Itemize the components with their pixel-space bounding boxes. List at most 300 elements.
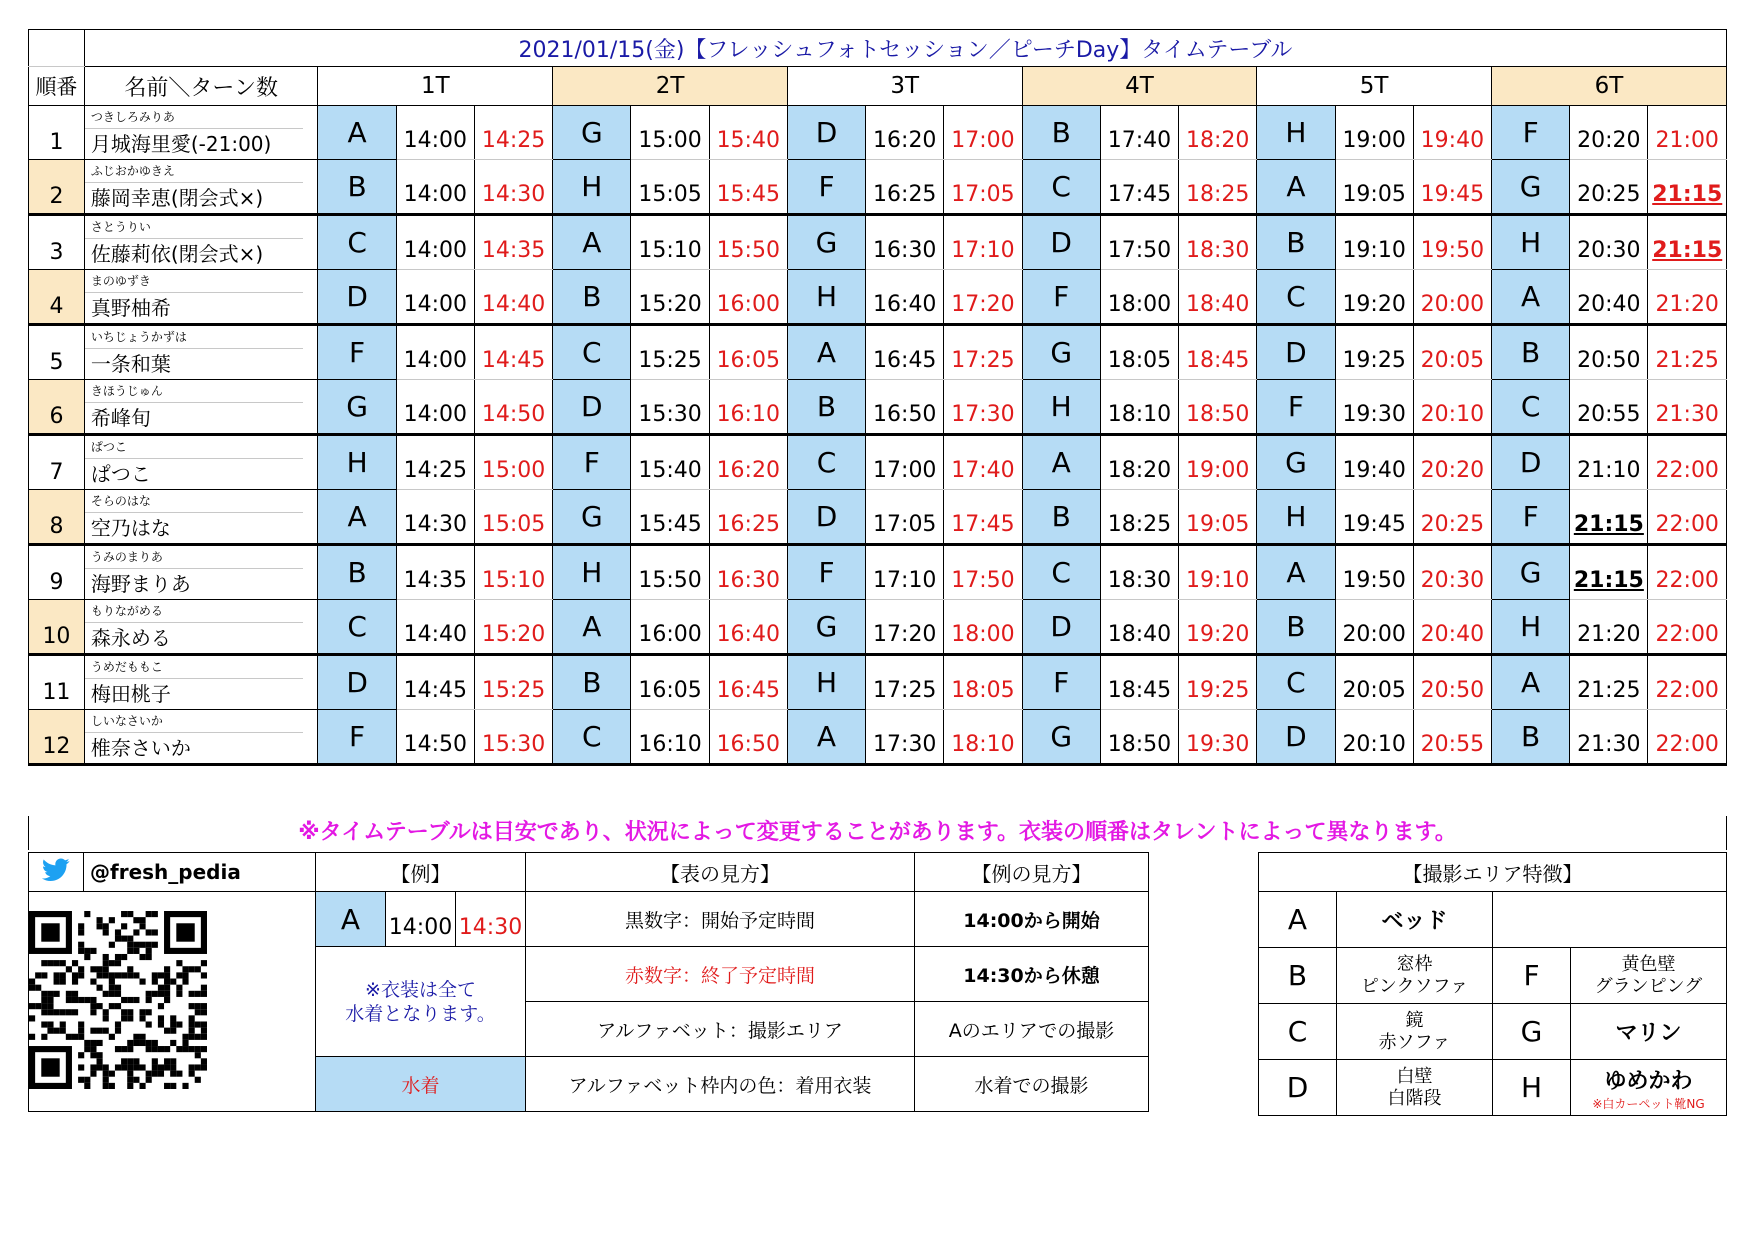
slot-end-time: 15:50	[709, 215, 787, 270]
slot-area: F	[553, 435, 631, 490]
slot-start-time: 14:00	[396, 106, 474, 160]
legend-table	[28, 852, 1149, 1112]
slot-start-time: 16:50	[866, 380, 944, 435]
talent-name-cell	[84, 106, 318, 160]
slot-start-time: 14:00	[396, 325, 474, 380]
slot-area: F	[1492, 490, 1570, 545]
order-header: 順番	[29, 67, 85, 106]
slot-area: C	[1022, 545, 1100, 600]
slot-start-time: 15:10	[631, 215, 709, 270]
slot-start-time: 15:05	[631, 160, 709, 215]
area-features-table	[1258, 852, 1727, 1116]
slot-area: G	[553, 106, 631, 160]
talent-name-kana: しいなさいか	[85, 710, 304, 733]
slot-start-time: 15:20	[631, 270, 709, 325]
slot-area: C	[787, 435, 865, 490]
slot-end-time: 17:30	[944, 380, 1022, 435]
slot-area: D	[1492, 435, 1570, 490]
talent-name-kana: まのゆずき	[85, 270, 304, 293]
slot-area: G	[1022, 710, 1100, 765]
order-number: 1	[29, 106, 85, 160]
slot-start-time: 17:40	[1100, 106, 1178, 160]
slot-end-time: 16:10	[709, 380, 787, 435]
slot-start-time: 15:30	[631, 380, 709, 435]
slot-end-time: 18:10	[944, 710, 1022, 765]
slot-area: A	[1257, 545, 1335, 600]
slot-area: H	[1022, 380, 1100, 435]
slot-end-time: 19:40	[1413, 106, 1491, 160]
talent-name-cell	[84, 160, 318, 215]
talent-name-kana: もりながめる	[85, 600, 304, 623]
slot-end-time: 19:20	[1179, 600, 1257, 655]
timetable	[28, 29, 1727, 766]
slot-start-time: 18:50	[1100, 710, 1178, 765]
slot-end-time: 17:45	[944, 490, 1022, 545]
talent-name-kana: いちじょうかずは	[85, 326, 304, 349]
slot-area: B	[1257, 600, 1335, 655]
slot-start-time: 20:25	[1570, 160, 1648, 215]
slot-area: G	[553, 490, 631, 545]
slot-end-time: 16:30	[709, 545, 787, 600]
slot-area: F	[787, 545, 865, 600]
twitter-icon-cell	[29, 853, 84, 892]
talent-name: ぱつこ	[90, 462, 151, 486]
slot-end-time: 16:50	[709, 710, 787, 765]
slot-end-time: 22:00	[1648, 545, 1727, 600]
slot-end-time: 15:05	[474, 490, 552, 545]
slot-area: B	[787, 380, 865, 435]
table-row	[29, 600, 1727, 655]
slot-area: F	[1257, 380, 1335, 435]
slot-area: D	[1022, 215, 1100, 270]
order-number: 2	[29, 160, 85, 215]
slot-area: D	[1257, 325, 1335, 380]
slot-end-time: 17:00	[944, 106, 1022, 160]
area-desc-b: 窓枠 ピンクソファ	[1337, 948, 1493, 1004]
legend-black-number: 黒数字：開始予定時間	[526, 892, 915, 947]
area-desc-h: ゆめかわ	[1604, 1068, 1693, 1094]
slot-start-time: 16:25	[866, 160, 944, 215]
slot-area: H	[553, 160, 631, 215]
talent-name-cell	[84, 435, 318, 490]
slot-area: G	[1492, 545, 1570, 600]
twitter-bird-icon	[42, 858, 70, 882]
legend-red-number: 赤数字：終了予定時間	[526, 947, 915, 1002]
slot-end-time: 22:00	[1648, 600, 1727, 655]
slot-end-time: 19:45	[1413, 160, 1491, 215]
turn-header-2: 2T	[553, 67, 788, 106]
slot-end-time	[1648, 160, 1727, 215]
name-turns-header: 名前＼ターン数	[84, 67, 318, 106]
slot-end-time: 22:00	[1648, 435, 1727, 490]
turn-header-1: 1T	[318, 67, 553, 106]
legend-alphabet: アルファベット：撮影エリア	[526, 1002, 915, 1057]
area-note-h: ※白カーペット靴NG	[1592, 1096, 1705, 1111]
slot-start-time: 19:25	[1335, 325, 1413, 380]
slot-start-time: 18:25	[1100, 490, 1178, 545]
slot-start-time: 20:20	[1570, 106, 1648, 160]
slot-end-time: 20:50	[1413, 655, 1491, 710]
slot-area: D	[1022, 600, 1100, 655]
talent-name: 佐藤莉依(閉会式×)	[90, 242, 264, 266]
slot-area: G	[787, 600, 865, 655]
talent-name-kana: うめだももこ	[85, 656, 304, 679]
order-number: 10	[29, 600, 85, 655]
area-desc-g: マリン	[1571, 1004, 1727, 1060]
slot-end-time: 21:00	[1648, 106, 1727, 160]
slot-end-time: 17:40	[944, 435, 1022, 490]
slot-end-time: 21:30	[1648, 380, 1727, 435]
slot-start-time: 14:00	[396, 160, 474, 215]
slot-end-time: 18:20	[1179, 106, 1257, 160]
slot-end-time: 18:40	[1179, 270, 1257, 325]
slot-area: B	[553, 655, 631, 710]
slot-area: D	[553, 380, 631, 435]
slot-area: B	[1492, 325, 1570, 380]
slot-area: A	[553, 600, 631, 655]
talent-name-cell	[84, 600, 318, 655]
slot-area: A	[1022, 435, 1100, 490]
example-area-letter: A	[316, 892, 386, 947]
slot-end-time: 17:10	[944, 215, 1022, 270]
order-number: 9	[29, 545, 85, 600]
turn-header-5: 5T	[1257, 67, 1492, 106]
slot-start-time: 18:10	[1100, 380, 1178, 435]
slot-start-time: 20:00	[1335, 600, 1413, 655]
table-row	[29, 325, 1727, 380]
slot-end-time: 15:00	[474, 435, 552, 490]
talent-name-cell	[84, 325, 318, 380]
slot-end-time: 19:10	[1179, 545, 1257, 600]
slot-area: G	[1022, 325, 1100, 380]
talent-name-cell	[84, 380, 318, 435]
slot-area: A	[787, 710, 865, 765]
slot-end-time: 19:05	[1179, 490, 1257, 545]
slot-area: C	[1492, 380, 1570, 435]
slot-start-time: 17:05	[866, 490, 944, 545]
slot-area: B	[1022, 106, 1100, 160]
slot-end-time: 14:50	[474, 380, 552, 435]
slot-end-time: 17:25	[944, 325, 1022, 380]
slot-start-time: 15:00	[631, 106, 709, 160]
area-letter-d: D	[1259, 1060, 1337, 1116]
slot-start-time: 16:00	[631, 600, 709, 655]
slot-start-time: 14:00	[396, 270, 474, 325]
talent-name-cell	[84, 490, 318, 545]
slot-area: G	[1492, 160, 1570, 215]
area-empty-cell	[1493, 892, 1727, 948]
slot-area: C	[1257, 270, 1335, 325]
slot-start-time: 19:50	[1335, 545, 1413, 600]
slot-start-time: 16:20	[866, 106, 944, 160]
slot-start-time: 21:20	[1570, 600, 1648, 655]
costume-note: ※衣装は全て 水着となります。	[316, 947, 526, 1057]
slot-start-time: 17:10	[866, 545, 944, 600]
table-row	[29, 545, 1727, 600]
slot-end-time: 19:30	[1179, 710, 1257, 765]
slot-area: H	[553, 545, 631, 600]
area-desc-c: 鏡 赤ソファ	[1337, 1004, 1493, 1060]
slot-start-time: 21:25	[1570, 655, 1648, 710]
slot-end-time: 16:00	[709, 270, 787, 325]
area-letter-f: F	[1493, 948, 1571, 1004]
slot-area: D	[318, 655, 396, 710]
slot-area: D	[787, 490, 865, 545]
talent-name: 藤岡幸恵(閉会式×)	[90, 186, 264, 210]
slot-start-time: 16:10	[631, 710, 709, 765]
slot-end-time: 18:25	[1179, 160, 1257, 215]
slot-end-time: 18:45	[1179, 325, 1257, 380]
slot-end-time	[1648, 215, 1727, 270]
slot-area: A	[318, 490, 396, 545]
slot-start-time: 19:40	[1335, 435, 1413, 490]
turn-header-4: 4T	[1022, 67, 1257, 106]
slot-area: A	[1492, 655, 1570, 710]
slot-start-time: 15:25	[631, 325, 709, 380]
slot-area: H	[1257, 490, 1335, 545]
slot-end-time: 14:25	[474, 106, 552, 160]
talent-name-kana: さとうりい	[85, 216, 304, 239]
slot-start-time: 16:30	[866, 215, 944, 270]
slot-area: F	[1492, 106, 1570, 160]
order-number: 3	[29, 215, 85, 270]
slot-start-time	[1570, 490, 1648, 545]
slot-start-time: 19:45	[1335, 490, 1413, 545]
slot-end-time: 20:05	[1413, 325, 1491, 380]
slot-end-time: 20:20	[1413, 435, 1491, 490]
slot-area: C	[553, 710, 631, 765]
slot-start-time: 14:00	[396, 380, 474, 435]
talent-name-kana: きほうじゅん	[85, 380, 304, 403]
slot-end-time: 15:45	[709, 160, 787, 215]
slot-start-time: 20:10	[1335, 710, 1413, 765]
talent-name: 空乃はな	[90, 516, 171, 540]
slot-start-time: 17:20	[866, 600, 944, 655]
table-row	[29, 160, 1727, 215]
slot-end-time: 14:45	[474, 325, 552, 380]
slot-start-time: 15:50	[631, 545, 709, 600]
slot-end-time: 14:30	[474, 160, 552, 215]
slot-area: C	[318, 600, 396, 655]
slot-end-time: 22:00	[1648, 490, 1727, 545]
talent-name-kana: うみのまりあ	[85, 546, 304, 569]
slot-area: C	[318, 215, 396, 270]
slot-start-time: 14:30	[396, 490, 474, 545]
twitter-handle: @fresh_pedia	[84, 853, 316, 892]
slot-start-time: 14:45	[396, 655, 474, 710]
slot-end-time: 19:50	[1413, 215, 1491, 270]
slot-area: B	[1492, 710, 1570, 765]
talent-name-kana: ふじおかゆきえ	[85, 160, 304, 183]
talent-name: 月城海里愛(-21:00)	[90, 132, 272, 156]
slot-end-time: 15:40	[709, 106, 787, 160]
area-letter-h: H	[1493, 1060, 1571, 1116]
table-row	[29, 490, 1727, 545]
slot-area: C	[1257, 655, 1335, 710]
costume-swatch: 水着	[316, 1057, 526, 1112]
talent-name: 海野まりあ	[90, 572, 191, 596]
slot-area: A	[1257, 160, 1335, 215]
talent-name-cell	[84, 710, 318, 765]
slot-area: C	[1022, 160, 1100, 215]
slot-start-time: 20:40	[1570, 270, 1648, 325]
slot-area: F	[318, 710, 396, 765]
order-number: 7	[29, 435, 85, 490]
slot-start-time: 15:45	[631, 490, 709, 545]
area-desc-d: 白壁 白階段	[1337, 1060, 1493, 1116]
legend-color-meaning: 水着での撮影	[915, 1057, 1149, 1112]
talent-name: 梅田桃子	[90, 682, 171, 706]
slot-area: B	[318, 160, 396, 215]
slot-area: D	[318, 270, 396, 325]
slot-end-time: 17:50	[944, 545, 1022, 600]
slot-end-time: 20:10	[1413, 380, 1491, 435]
slot-area: D	[787, 106, 865, 160]
slot-end-time: 15:30	[474, 710, 552, 765]
slot-start-time: 20:55	[1570, 380, 1648, 435]
slot-start-time-text: 21:15	[1573, 512, 1644, 537]
slot-start-time: 16:40	[866, 270, 944, 325]
table-row	[29, 106, 1727, 160]
legend-red-number-meaning: 14:30から休憩	[915, 947, 1149, 1002]
slot-end-time: 21:20	[1648, 270, 1727, 325]
table-row	[29, 215, 1727, 270]
slot-area: A	[787, 325, 865, 380]
slot-end-time: 18:05	[944, 655, 1022, 710]
slot-start-time: 17:30	[866, 710, 944, 765]
slot-end-time: 15:25	[474, 655, 552, 710]
legend-alphabet-meaning: Aのエリアでの撮影	[915, 1002, 1149, 1057]
slot-end-time: 19:25	[1179, 655, 1257, 710]
slot-start-time: 21:30	[1570, 710, 1648, 765]
table-row	[29, 710, 1727, 765]
slot-end-time-text: 21:15	[1652, 182, 1723, 207]
slot-end-time-text: 21:15	[1652, 238, 1723, 263]
slot-start-time: 18:00	[1100, 270, 1178, 325]
area-features-header: 【撮影エリア特徴】	[1259, 853, 1727, 892]
slot-start-time	[1570, 545, 1648, 600]
slot-area: H	[318, 435, 396, 490]
slot-area: H	[787, 270, 865, 325]
talent-name: 一条和葉	[90, 352, 171, 376]
order-number: 8	[29, 490, 85, 545]
slot-end-time: 18:30	[1179, 215, 1257, 270]
slot-start-time: 14:40	[396, 600, 474, 655]
slot-start-time: 15:40	[631, 435, 709, 490]
slot-end-time: 20:30	[1413, 545, 1491, 600]
talent-name: 真野柚希	[90, 296, 171, 320]
slot-end-time: 20:00	[1413, 270, 1491, 325]
slot-end-time: 17:20	[944, 270, 1022, 325]
turn-header-6: 6T	[1492, 67, 1727, 106]
slot-area: F	[787, 160, 865, 215]
talent-name-kana: そらのはな	[85, 490, 304, 513]
corner-cell	[29, 30, 85, 67]
area-desc-h-cell	[1571, 1060, 1727, 1116]
talent-name-kana: つきしろみりあ	[85, 106, 304, 129]
area-letter-c: C	[1259, 1004, 1337, 1060]
slot-area: G	[318, 380, 396, 435]
qr-code-cell	[29, 892, 316, 1112]
page-title: 2021/01/15(金)【フレッシュフォトセッション／ピーチDay】タイムテーブル	[84, 30, 1726, 67]
slot-start-time: 14:35	[396, 545, 474, 600]
order-number: 5	[29, 325, 85, 380]
example-header: 【例】	[316, 853, 526, 892]
area-desc-f: 黄色壁 グランピング	[1571, 948, 1727, 1004]
slot-end-time: 15:20	[474, 600, 552, 655]
slot-start-time: 20:30	[1570, 215, 1648, 270]
how-to-read-header: 【表の見方】	[526, 853, 915, 892]
slot-end-time: 14:35	[474, 215, 552, 270]
slot-start-time: 19:20	[1335, 270, 1413, 325]
turn-header-3: 3T	[787, 67, 1022, 106]
area-letter-b: B	[1259, 948, 1337, 1004]
slot-start-time: 19:10	[1335, 215, 1413, 270]
slot-end-time: 17:05	[944, 160, 1022, 215]
qr-code-image	[29, 911, 207, 1089]
slot-end-time: 18:00	[944, 600, 1022, 655]
slot-end-time: 15:10	[474, 545, 552, 600]
slot-area: A	[1492, 270, 1570, 325]
slot-end-time: 22:00	[1648, 655, 1727, 710]
slot-start-time: 20:50	[1570, 325, 1648, 380]
legend-color: アルファベット枠内の色：着用衣装	[526, 1057, 915, 1112]
example-end-time: 14:30	[456, 892, 526, 947]
slot-end-time: 22:00	[1648, 710, 1727, 765]
slot-area: A	[553, 215, 631, 270]
slot-area: F	[318, 325, 396, 380]
slot-start-time: 19:30	[1335, 380, 1413, 435]
slot-end-time: 16:25	[709, 490, 787, 545]
slot-area: A	[318, 106, 396, 160]
slot-area: B	[553, 270, 631, 325]
slot-start-time: 17:50	[1100, 215, 1178, 270]
slot-start-time: 18:20	[1100, 435, 1178, 490]
slot-start-time: 17:25	[866, 655, 944, 710]
slot-start-time: 18:45	[1100, 655, 1178, 710]
slot-start-time: 17:45	[1100, 160, 1178, 215]
slot-end-time: 20:55	[1413, 710, 1491, 765]
slot-start-time: 16:05	[631, 655, 709, 710]
table-row	[29, 380, 1727, 435]
slot-area: H	[1492, 215, 1570, 270]
slot-area: H	[1257, 106, 1335, 160]
slot-area: B	[318, 545, 396, 600]
slot-area: D	[1257, 710, 1335, 765]
area-letter-g: G	[1493, 1004, 1571, 1060]
slot-start-time: 18:40	[1100, 600, 1178, 655]
example-reading-header: 【例の見方】	[915, 853, 1149, 892]
slot-end-time: 18:50	[1179, 380, 1257, 435]
slot-end-time: 19:00	[1179, 435, 1257, 490]
area-letter-a: A	[1259, 892, 1337, 948]
slot-end-time: 16:45	[709, 655, 787, 710]
slot-end-time: 14:40	[474, 270, 552, 325]
slot-end-time: 20:40	[1413, 600, 1491, 655]
slot-area: C	[553, 325, 631, 380]
slot-start-time: 16:45	[866, 325, 944, 380]
talent-name-cell	[84, 215, 318, 270]
slot-end-time: 16:20	[709, 435, 787, 490]
area-desc-a: ベッド	[1337, 892, 1493, 948]
slot-area: G	[787, 215, 865, 270]
slot-area: F	[1022, 270, 1100, 325]
table-row	[29, 270, 1727, 325]
slot-area: H	[1492, 600, 1570, 655]
slot-start-time: 19:00	[1335, 106, 1413, 160]
slot-start-time: 18:05	[1100, 325, 1178, 380]
slot-area: G	[1257, 435, 1335, 490]
